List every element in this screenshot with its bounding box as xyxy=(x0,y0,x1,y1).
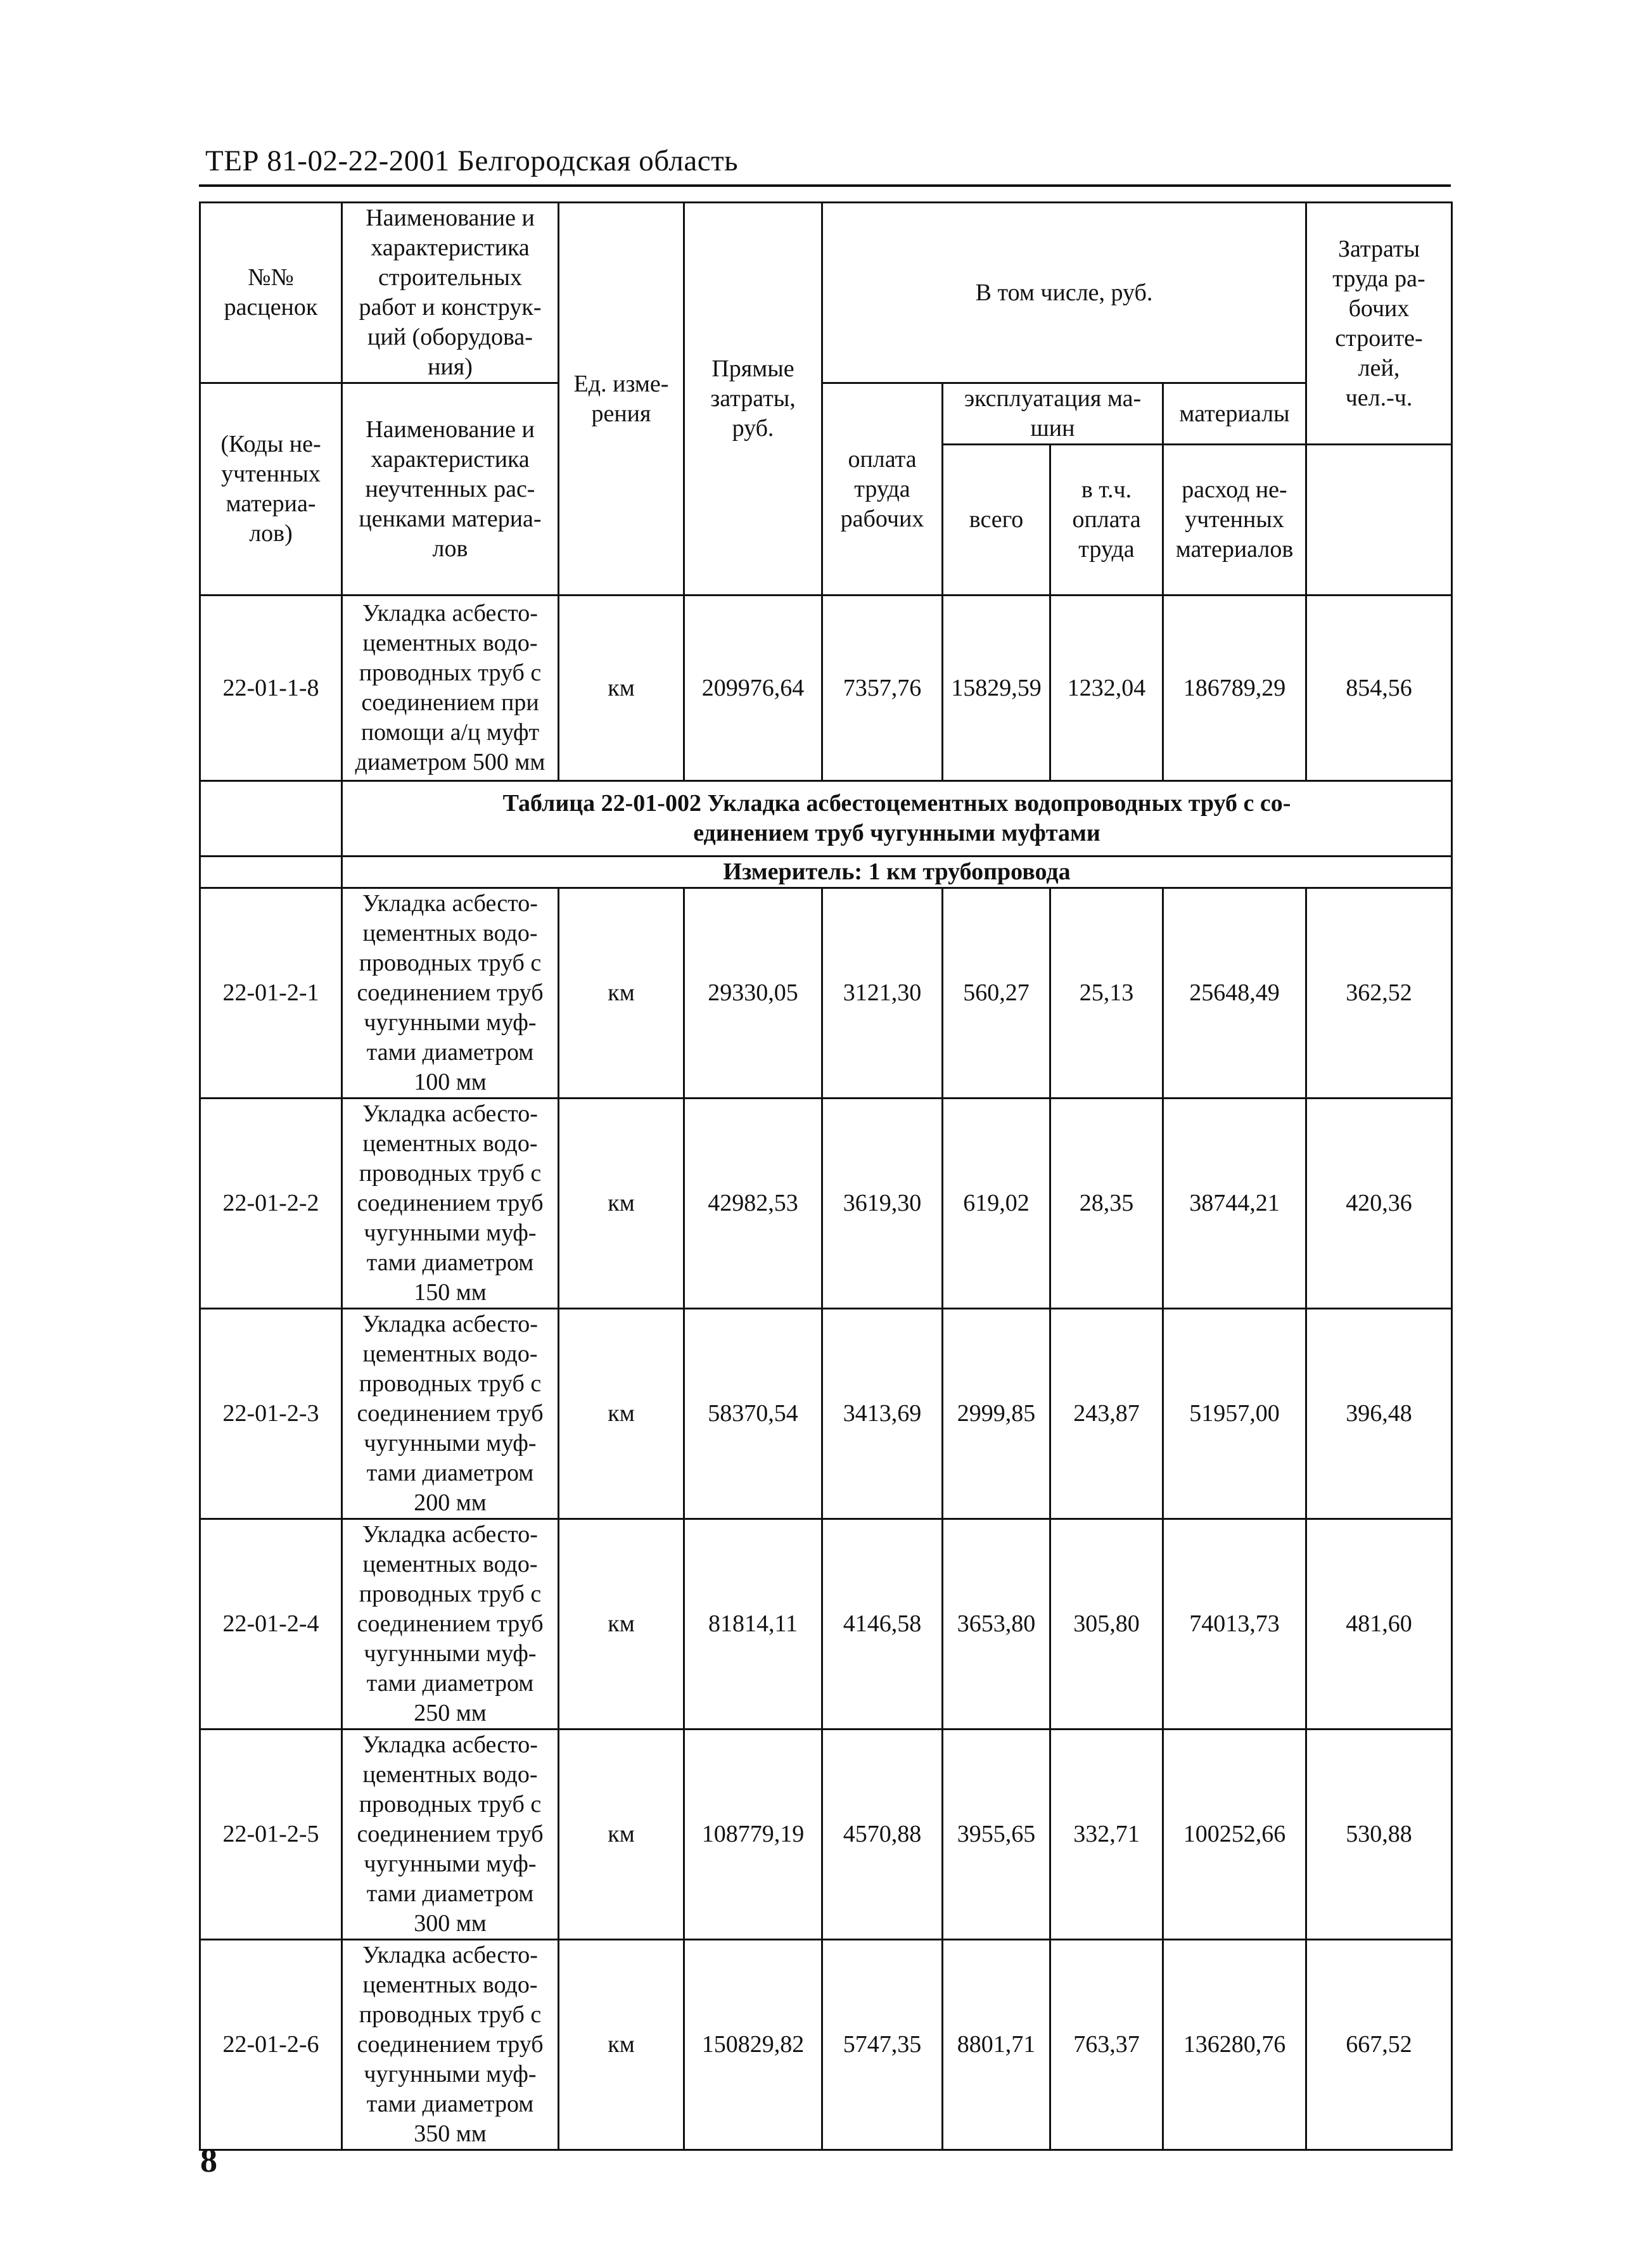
unit: км xyxy=(559,888,684,1099)
table-row xyxy=(200,1099,1452,1309)
header-labor-wage: оплата труда рабочих xyxy=(822,383,943,596)
machines-total: 560,27 xyxy=(943,888,1050,1099)
rate-code: 22-01-2-1 xyxy=(200,888,342,1099)
rate-code: 22-01-2-4 xyxy=(200,1519,342,1730)
machines-wage: 28,35 xyxy=(1050,1099,1163,1309)
rates-table xyxy=(199,201,1453,2151)
table-caption: Таблица 22-01-002 Укладка асбестоцементных водопроводных труб с со- единением труб чугунными муфтами xyxy=(342,781,1452,857)
unit: км xyxy=(559,1940,684,2150)
machines-total: 3653,80 xyxy=(943,1519,1050,1730)
materials: 38744,21 xyxy=(1163,1099,1306,1309)
labor-hours: 667,52 xyxy=(1306,1940,1452,2150)
unit: км xyxy=(559,1099,684,1309)
header-materials-consumption: расход не- учтенных материалов xyxy=(1163,445,1306,596)
direct-costs: 108779,19 xyxy=(684,1730,822,1940)
machines-wage: 25,13 xyxy=(1050,888,1163,1099)
unit: км xyxy=(559,1519,684,1730)
header-machines-total: всего xyxy=(943,445,1050,596)
header-materials: материалы xyxy=(1163,383,1306,445)
meter-line: Измеритель: 1 км трубопровода xyxy=(342,857,1452,888)
table-row xyxy=(200,1519,1452,1730)
unit: км xyxy=(559,596,684,781)
labor-wage: 4146,58 xyxy=(822,1519,943,1730)
labor-hours: 530,88 xyxy=(1306,1730,1452,1940)
materials: 186789,29 xyxy=(1163,596,1306,781)
table-row xyxy=(200,888,1452,1099)
meter-line-row xyxy=(200,857,1452,888)
header-name: Наименование и характеристика строительных работ и конструк- ций (оборудова- ния) xyxy=(342,203,559,383)
header-machines: эксплуатация ма- шин xyxy=(943,383,1163,445)
header-unit: Ед. изме- рения xyxy=(559,203,684,596)
rate-code: 22-01-2-3 xyxy=(200,1309,342,1519)
materials: 100252,66 xyxy=(1163,1730,1306,1940)
table-row xyxy=(200,1940,1452,2150)
labor-hours: 854,56 xyxy=(1306,596,1452,781)
rate-code: 22-01-2-2 xyxy=(200,1099,342,1309)
header-labor-hours: Затраты труда ра- бочих строите- лей, чел.-ч. xyxy=(1306,203,1452,445)
unit: км xyxy=(559,1309,684,1519)
machines-wage: 763,37 xyxy=(1050,1940,1163,2150)
table-row xyxy=(200,596,1452,781)
labor-hours: 481,60 xyxy=(1306,1519,1452,1730)
labor-wage: 3121,30 xyxy=(822,888,943,1099)
labor-wage: 3413,69 xyxy=(822,1309,943,1519)
labor-wage: 5747,35 xyxy=(822,1940,943,2150)
header-name-materials: Наименование и характеристика неучтенных рас- ценками материа- лов xyxy=(342,383,559,596)
header-including: В том числе, руб. xyxy=(822,203,1306,383)
unit: км xyxy=(559,1730,684,1940)
direct-costs: 209976,64 xyxy=(684,596,822,781)
machines-total: 8801,71 xyxy=(943,1940,1050,2150)
table-row xyxy=(200,1730,1452,1940)
labor-wage: 4570,88 xyxy=(822,1730,943,1940)
header-direct-costs: Прямые затраты, руб. xyxy=(684,203,822,596)
machines-wage: 305,80 xyxy=(1050,1519,1163,1730)
empty-code-cell xyxy=(200,857,342,888)
header-code-materials: (Коды не- учтенных материа- лов) xyxy=(200,383,342,596)
labor-hours: 420,36 xyxy=(1306,1099,1452,1309)
labor-wage: 3619,30 xyxy=(822,1099,943,1309)
rate-code: 22-01-2-6 xyxy=(200,1940,342,2150)
header-row-2 xyxy=(200,383,1452,445)
direct-costs: 58370,54 xyxy=(684,1309,822,1519)
table-body xyxy=(200,203,1452,2150)
direct-costs: 29330,05 xyxy=(684,888,822,1099)
running-head: ТЕР 81-02-22-2001 Белгородская область xyxy=(205,144,739,177)
work-description: Укладка асбесто- цементных водо- проводных труб с соединением труб чугунными муф- тами диаметром 100 мм xyxy=(342,888,559,1099)
direct-costs: 150829,82 xyxy=(684,1940,822,2150)
machines-wage: 332,71 xyxy=(1050,1730,1163,1940)
table-caption-row xyxy=(200,781,1452,857)
direct-costs: 42982,53 xyxy=(684,1099,822,1309)
header-code: №№ расценок xyxy=(200,203,342,383)
table-row xyxy=(200,1309,1452,1519)
labor-hours: 362,52 xyxy=(1306,888,1452,1099)
machines-total: 619,02 xyxy=(943,1099,1050,1309)
rate-code: 22-01-2-5 xyxy=(200,1730,342,1940)
machines-total: 3955,65 xyxy=(943,1730,1050,1940)
work-description: Укладка асбесто- цементных водо- проводных труб с соединением труб чугунными муф- тами диаметром 200 мм xyxy=(342,1309,559,1519)
header-machines-wage: в т.ч. оплата труда xyxy=(1050,445,1163,596)
header-rule xyxy=(199,184,1451,187)
header-row-1 xyxy=(200,203,1452,383)
machines-wage: 1232,04 xyxy=(1050,596,1163,781)
labor-wage: 7357,76 xyxy=(822,596,943,781)
work-description: Укладка асбесто- цементных водо- проводных труб с соединением труб чугунными муф- тами диаметром 250 мм xyxy=(342,1519,559,1730)
work-description: Укладка асбесто- цементных водо- проводных труб с соединением при помощи а/ц муфт диаметром 500 мм xyxy=(342,596,559,781)
rate-code: 22-01-1-8 xyxy=(200,596,342,781)
work-description: Укладка асбесто- цементных водо- проводных труб с соединением труб чугунными муф- тами диаметром 150 мм xyxy=(342,1099,559,1309)
materials: 136280,76 xyxy=(1163,1940,1306,2150)
machines-wage: 243,87 xyxy=(1050,1309,1163,1519)
labor-hours: 396,48 xyxy=(1306,1309,1452,1519)
materials: 25648,49 xyxy=(1163,888,1306,1099)
materials: 51957,00 xyxy=(1163,1309,1306,1519)
work-description: Укладка асбесто- цементных водо- проводных труб с соединением труб чугунными муф- тами диаметром 350 мм xyxy=(342,1940,559,2150)
direct-costs: 81814,11 xyxy=(684,1519,822,1730)
header-empty-cell xyxy=(1306,445,1452,596)
page-number: 8 xyxy=(200,2141,217,2179)
machines-total: 15829,59 xyxy=(943,596,1050,781)
empty-code-cell xyxy=(200,781,342,857)
work-description: Укладка асбесто- цементных водо- проводных труб с соединением труб чугунными муф- тами диаметром 300 мм xyxy=(342,1730,559,1940)
materials: 74013,73 xyxy=(1163,1519,1306,1730)
machines-total: 2999,85 xyxy=(943,1309,1050,1519)
